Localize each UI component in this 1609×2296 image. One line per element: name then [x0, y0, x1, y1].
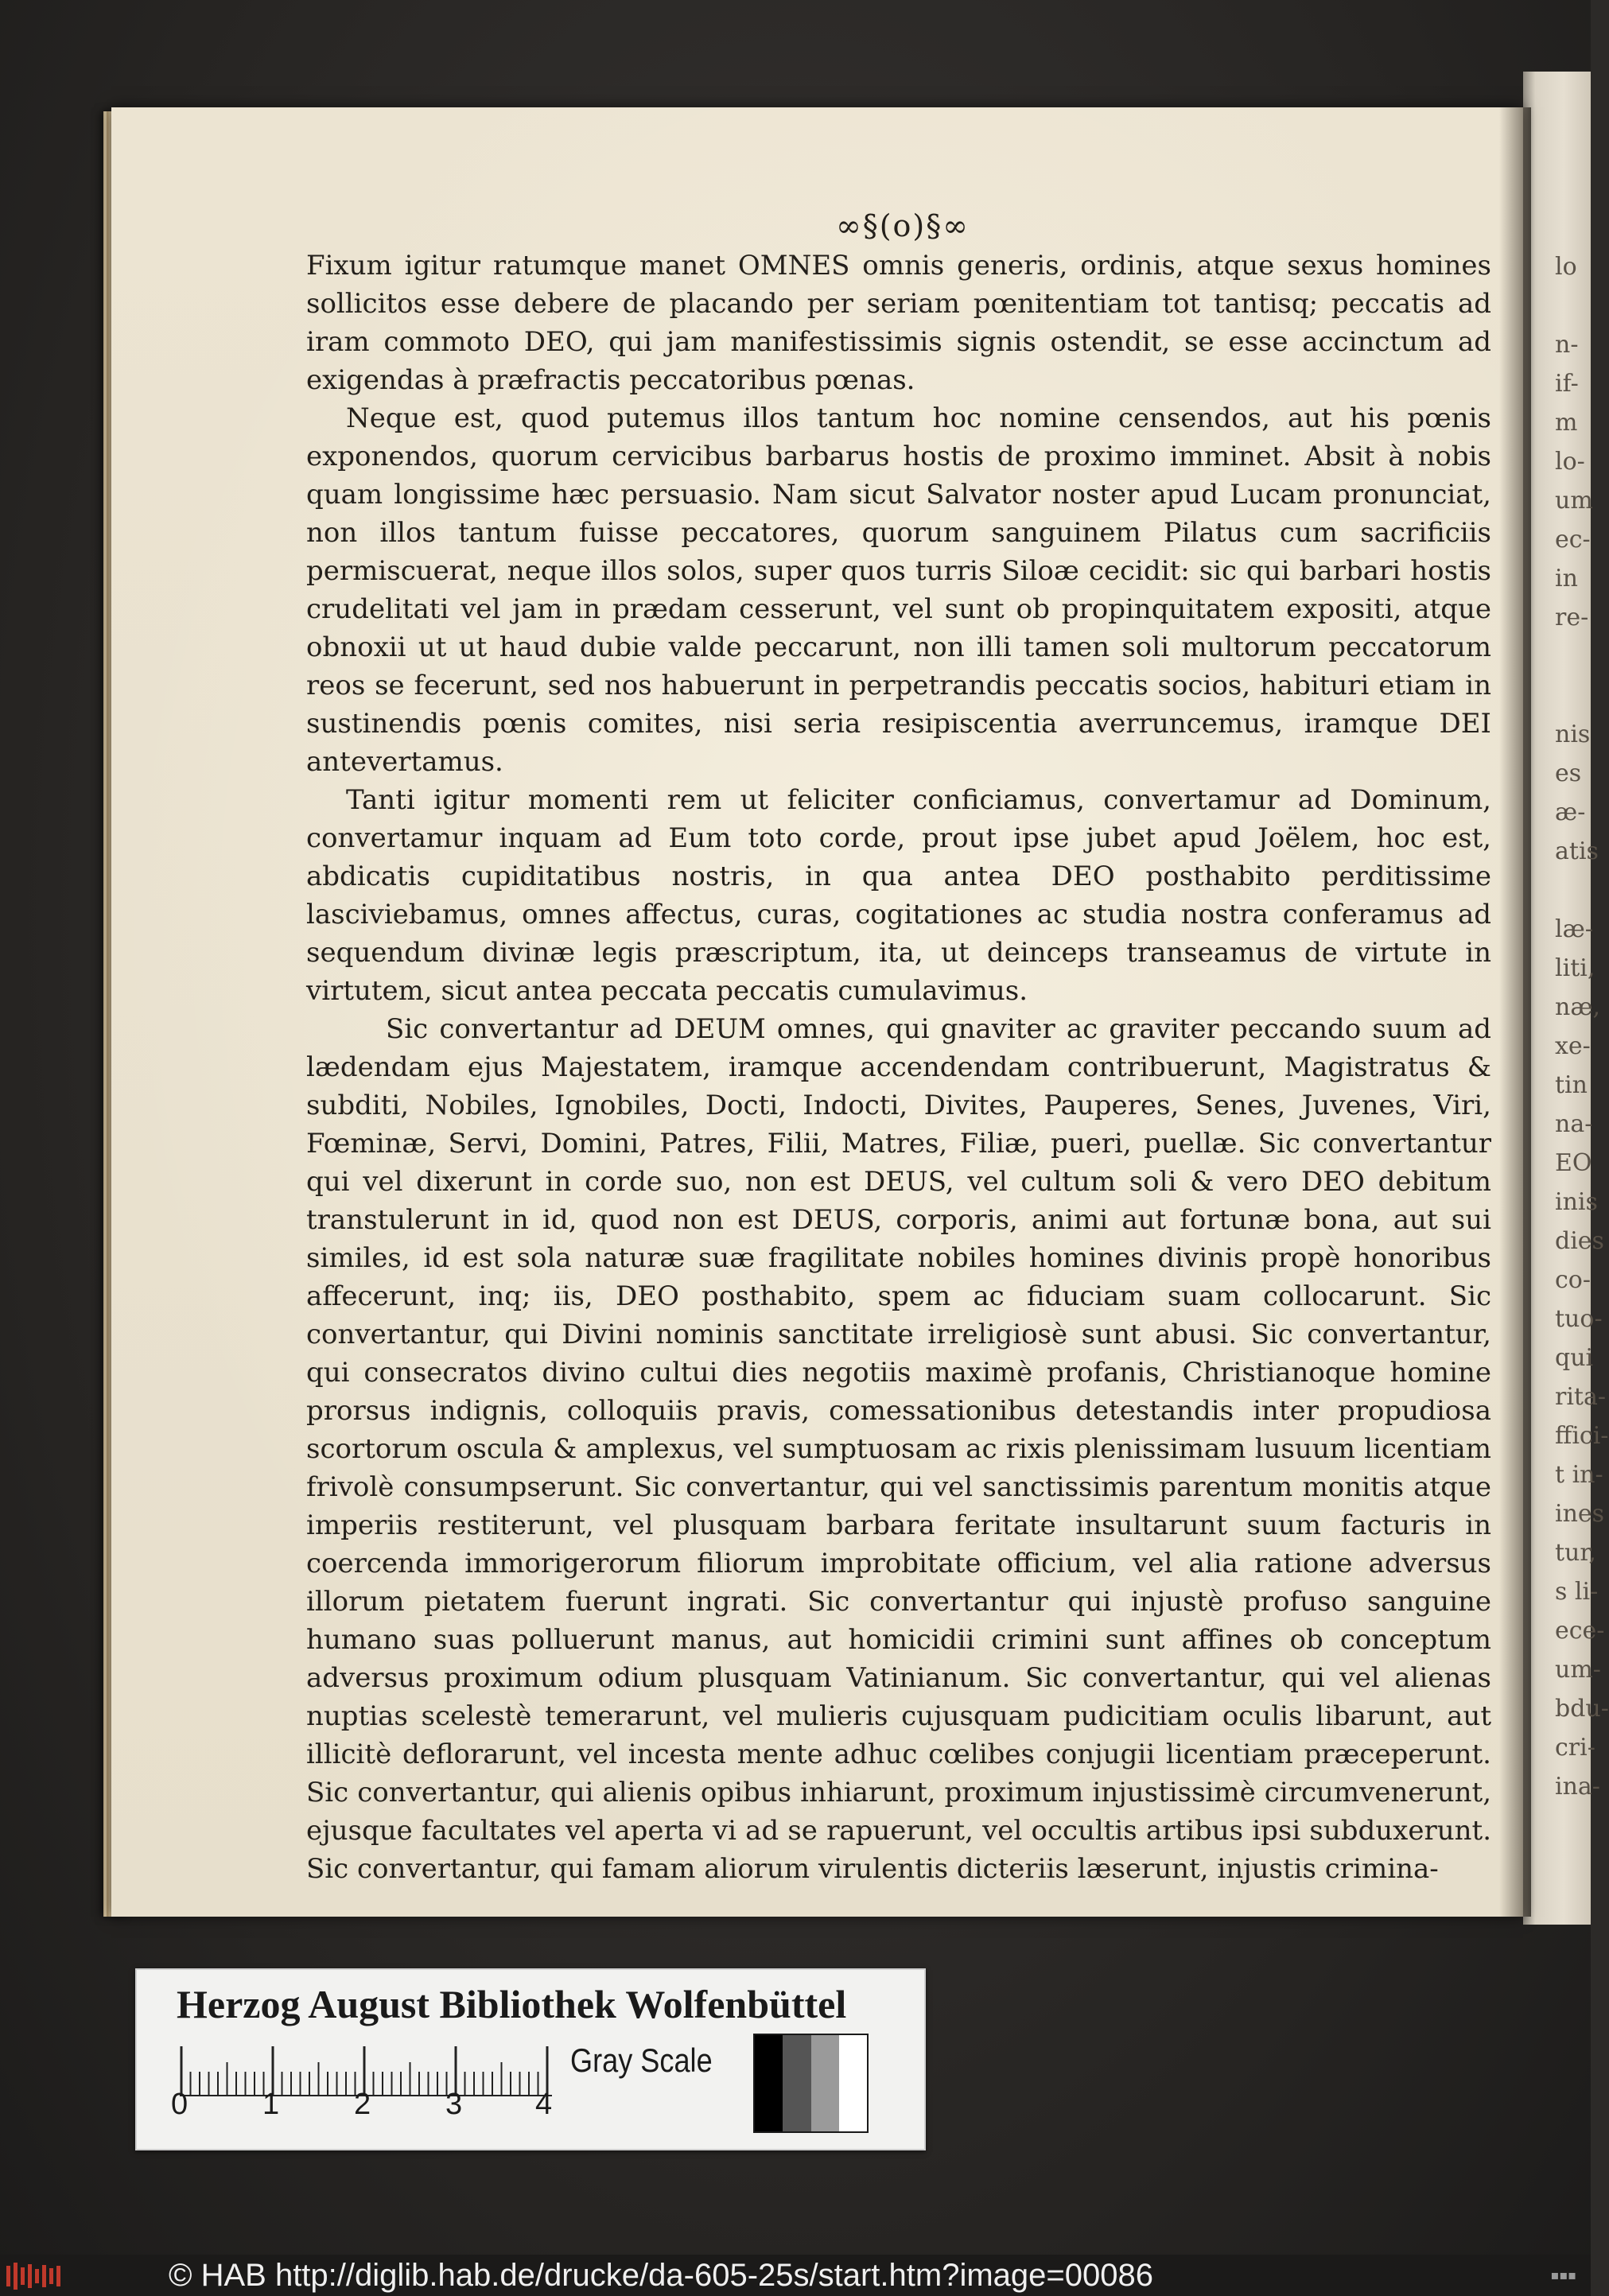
color-scale-card	[135, 1968, 926, 2150]
facing-page-fragment: atis	[1555, 837, 1599, 865]
facing-page-fragment	[1555, 882, 1603, 899]
facing-page-fragment: n-	[1555, 331, 1579, 359]
facing-page-fragment: ffici-	[1555, 1422, 1609, 1450]
facing-page-fragment: æ-	[1555, 798, 1586, 826]
facing-page-edge	[1523, 72, 1609, 1925]
library-name: Herzog August Bibliothek Wolfenbüttel	[177, 1982, 847, 2026]
page-header-ornament: ∞§(o)§∞	[836, 208, 970, 243]
facing-page-fragment: t in-	[1555, 1461, 1603, 1489]
paragraph-2: Neque est, quod putemus illos tantum hoc nomine censendos, aut his pœnis exponendos, quorum cervicibus barbarus hostis de proximo imminet. Absit à nobis quam longissime hæc persuasio. Nam sicut Salvator noster apud Lucam pronunciat, non illos tantum fuisse peccatores, quorum sanguinem Pilatus cum sacrificiis permiscuerat, neque illos solos, super quos turris Siloæ cecidit: sic qui barbari hostis crudelitati vel jam in prædam cesserunt, vel sunt ob propinquitatem expositi, atque obnoxii ut ut haud dubie valde peccarunt, non illi tamen soli multorum peccatorum reos se fecerunt, sed nos habuerunt in perpetrandis peccatis socios, habituri etiam in sustinendis pœnis comites, nisi seria resipiscentia averruncemus, iramque DEI antevertamus.	[306, 402, 1491, 778]
facing-page-fragment: re-	[1555, 604, 1589, 631]
ruler-number: 3	[445, 2088, 463, 2121]
facing-page-fragment: es	[1555, 760, 1582, 787]
facing-page-fragment: læ-	[1555, 915, 1593, 943]
facing-page-fragment: rita-	[1555, 1383, 1607, 1411]
facing-page-fragment: EO	[1555, 1149, 1592, 1177]
facing-page-fragment	[1555, 648, 1603, 666]
facing-page-fragment: tur,	[1555, 1539, 1596, 1567]
facing-page-fragment: tuo-	[1555, 1305, 1603, 1333]
facing-page-fragment: ina-	[1555, 1773, 1600, 1801]
facing-page-fragment: s li-	[1555, 1578, 1599, 1606]
facing-page-fragment: inis	[1555, 1188, 1598, 1216]
paragraph-4: Sic convertantur ad DEUM omnes, qui gnaviter ac graviter peccando suum ad lædendam ejus Majestatem, iramque accendendam contribuerunt, Magistratus & subditi, Nobiles, Ignobiles, Docti, Indocti, Divites, Pauperes, Senes, Juvenes, Viri, Fœminæ, Servi, Domini, Patres, Filii, Matres, Filiæ, pueri, puellæ. Sic convertantur qui vel dixerunt in corde suo, non est DEUS, vel cultum soli & vero DEO debitum transtulerunt in id, quod non est DEUS, corporis, animi aut fortunæ bona, aut sui similes, id est sola naturæ suæ fragilitate nobiles homines divinis propè honoribus affecerunt, inq; iis, DEO posthabito, spem ac fiduciam suam collocarunt. Sic convertantur, qui Divini nominis sanctitate irreligiosè sunt abusi. Sic convertantur, qui consecratos divino cultui dies negotiis maximè profanis, Christianoque homine prorsus indignis, colloquiis pravis, comessationibus detestandis inter propudiosa scortorum oscula & amplexus, vel sumptuosam ac rixis plenissimam lusuum licentiam frivolè consumpserunt. Sic convertantur, qui vel sanctissimis parentum monitis atque imperiis restiterunt, vel plusquam barbara feritate insultarunt suum facturis in coercenda immorigerorum filiorum improbitate officium, vel alia ratione adversus illorum pietatem fuerunt ingrati. Sic convertantur qui injustè profuso sanguine humano suas polluerunt manus, aut homicidii crimini sunt affines ob conceptum adversus proximum odium plusquam Vatinianum. Sic convertantur, qui vel alienas nuptias scelestè temerarunt, vel mulieris cujusquam pudicitiam oculis libarunt, aut illicitè deflorarunt, vel incesta mente adhuc cœlibes conjugii licentiam præceperunt. Sic convertantur, qui alienis opibus inhiarunt, proximum injustissimè circumvenerunt, ejusque facultates vel aperta vi ad se rapuerunt, vel occultis artibus ipsi subduxerunt. Sic convertantur, qui famam aliorum virulentis dicteriis læserunt, injustis crimina-	[306, 1013, 1491, 1885]
hab-logo-icon	[6, 2263, 62, 2290]
facing-page-fragment: næ,	[1555, 993, 1601, 1021]
facing-page-fragment: qui	[1555, 1344, 1594, 1372]
facing-page-fragment: liti,	[1555, 954, 1595, 982]
facing-page-fragment: na-	[1555, 1110, 1593, 1138]
gray-swatch	[811, 2035, 839, 2131]
footer-bar	[0, 2255, 1591, 2296]
facing-page-fragment: if-	[1555, 370, 1579, 398]
ruler-number: 0	[171, 2088, 188, 2121]
ruler-number: 4	[535, 2088, 553, 2121]
facing-page-fragment: bdu-	[1555, 1695, 1609, 1723]
facing-page-fragment: ines	[1555, 1500, 1605, 1528]
paragraph-1: Fixum igitur ratumque manet OMNES omnis generis, ordinis, atque sexus homines sollicitos esse debere de placando per seriam pœnitentiam tot tantisq; peccatis ad iram commoto DEO, qui jam manifestissimis signis ostendit, se esse accinctum ad exigendas à præfractis peccatoribus pœnas.	[306, 250, 1491, 396]
gutter-shadow	[1499, 107, 1531, 1917]
facing-page-fragment: m	[1555, 409, 1578, 437]
source-url: © HAB http://diglib.hab.de/drucke/da-605-25s/start.htm?image=00086	[169, 2258, 1153, 2293]
footer-dots: ▪▪▪	[1550, 2267, 1576, 2282]
facing-page-fragment: lo	[1555, 253, 1577, 281]
facing-page-fragment: ece-	[1555, 1617, 1605, 1645]
facing-page-fragment: lo-	[1555, 448, 1585, 476]
facing-page-fragment: co-	[1555, 1266, 1591, 1294]
gray-swatch	[783, 2035, 810, 2131]
facing-page-fragment: xe-	[1555, 1032, 1591, 1060]
paragraph-3: Tanti igitur momenti rem ut feliciter conficiamus, convertamur ad Dominum, convertamur inquam ad Eum toto corde, prout ipse jubet apud Joëlem, hoc est, abdicatis cupiditatibus nostris, in qua antea DEO posthabito perditissime lasciviebamus, omnes affectus, curas, cogitationes ac studia nostra conferamus ad sequendum divinæ legis præscriptum, ita, ut deinceps transeamus de virtute in virtutem, sicut antea peccata peccatis cumulavimus.	[306, 784, 1491, 1007]
facing-page-fragment: um-	[1555, 1656, 1601, 1684]
gray-swatch	[755, 2035, 783, 2131]
gray-swatches	[753, 2034, 869, 2133]
facing-page-fragment: ec-	[1555, 526, 1591, 554]
facing-page-fragment: cri-	[1555, 1734, 1595, 1762]
facing-page-fragment: dies	[1555, 1227, 1604, 1255]
facing-page-fragment	[1555, 687, 1603, 705]
gray-scale-label: Gray Scale	[570, 2042, 713, 2079]
facing-page-fragment: in	[1555, 565, 1578, 592]
page-text	[306, 247, 1491, 1888]
facing-page-fragment: tin	[1555, 1071, 1588, 1099]
facing-page-fragment: nis	[1555, 721, 1591, 748]
ruler-number: 1	[262, 2088, 280, 2121]
gray-swatch	[839, 2035, 867, 2131]
ruler-number: 2	[354, 2088, 371, 2121]
facing-page-fragment: um	[1555, 487, 1593, 515]
facing-page-fragment	[1555, 297, 1603, 315]
